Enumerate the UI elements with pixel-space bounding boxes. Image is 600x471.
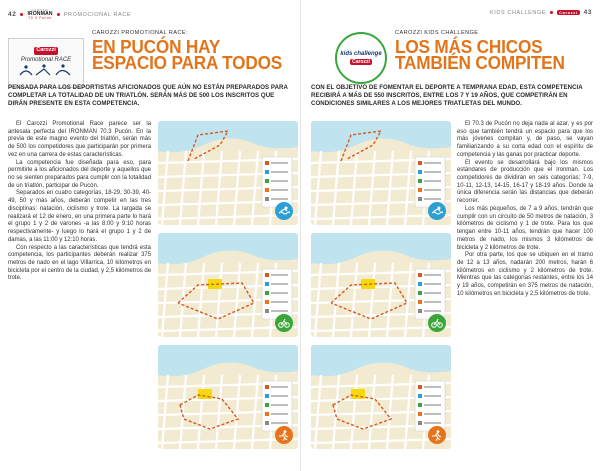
body-paragraph: El evento se desarrollará bajo los mismos estándares de producción que el Ironman. Los competidores de dividirán en seis categorías: 7-9, 10-11, 12-13, 14-15, 16-17 y 18-19 años. Donde la única diferencia serán las distancias que deberán recorrer.: [457, 159, 593, 205]
swim-route-map: [311, 121, 451, 225]
body-paragraph: Por otra parte, los que se ubiquen en el tramo de 12 a 13 años, nadarán 200 metros, harán 6 kilómetros en ciclismo y 2 kilómetros de trote. Mientras que las categorías restantes, entre los 14 y 19 años, competirán en 375 metros de natación, 10 kilómetros en bicicleta y 2,5 kilómetros de trote.: [457, 252, 593, 297]
swim-icon: [275, 202, 293, 220]
body-paragraph: El Carozzi Promotional Race parece ser la antesala perfecta del IRONMAN 70.3 Pucón. En la previa de este magno evento del triatlón, serán más de 500 los competidores que participarán por primera vez en una carrera de estas características.: [8, 121, 151, 158]
kids-challenge-logo: [335, 32, 387, 84]
bike-icon: [428, 314, 446, 332]
ironman-logo: CAROZZI IRONMAN 70.3 Pucón: [27, 8, 53, 20]
section-label: PROMOCIONAL RACE: [63, 11, 132, 18]
bullet-icon: [57, 13, 60, 16]
page-number: 43: [583, 9, 592, 16]
lead-paragraph: CON EL OBJETIVO DE FOMENTAR EL DEPORTE A TEMPRANA EDAD, ESTA COMPETENCIA RECIBIRÁ A MÁS DE 550 INSCRITOS, ENTRE LOS 7 Y 19 AÑOS, QUE COMPETIRÁN EN CONDICIONES SIMILARES A LOS MEJORES TRIATLETAS DEL MUNDO.: [311, 84, 583, 108]
lead-paragraph: PENSADA PARA LOS DEPORTISTAS AFICIONADOS QUE AÚN NO ESTÁN PREPARADOS PARA COMPLETAR LA TOTALIDAD DE UN TRIATLÓN. SERÁN MÁS DE 500 LOS INSCRITOS QUE DIRÁN PRESENTE EN ESTA COMPETENCIA.: [8, 84, 288, 108]
right-folio: [490, 9, 592, 16]
article-body: [457, 121, 593, 299]
body-paragraph: Separados en cuatro categorías, 18-29, 30-39, 40-49, 50 y más años, deberán competir en las tres disciplinas: natación, ciclismo y trote. La largada se realizará el 12 de enero, en una primera parte lo hará el grupo 1 y 2 de varones -a las 8:00 y 9:10 horas respectivamente- y luego lo hará el grupo 1 y 2 de damas, a las 11:00 y 12:10 horas.: [8, 190, 151, 243]
right-page: [300, 0, 600, 471]
section-label: KIDS CHALLENGE: [490, 9, 547, 16]
body-paragraph: Los más pequeños, de 7 a 9 años, tendrán que cumplir con un circuito de 50 metros de natación, 3 kilómetros de ciclismo y 1 de trote. Para los que tengan entre 10-11 años, tendrán que hacer 100 metros de nado, los mismos 3 kilómetros de bicicleta y 2 kilómetros de trote.: [457, 205, 593, 251]
headline-line-1: LOS MÁS CHICOS: [395, 36, 543, 57]
bullet-icon: [20, 13, 23, 16]
run-icon: [428, 426, 446, 444]
logo-text: kids challenge: [340, 50, 382, 57]
bike-icon: [275, 314, 293, 332]
eyebrow: CAROZZI KIDS CHALLENGE: [395, 30, 479, 36]
triathlon-figures-icon: [16, 63, 76, 79]
bike-route-map: [158, 233, 298, 337]
promotional-race-logo: [8, 38, 84, 88]
swim-icon: [428, 202, 446, 220]
headline-line-1: EN PUCÓN HAY: [92, 36, 221, 57]
bike-route-map: [311, 233, 451, 337]
carozzi-mini-badge: Carozzi: [559, 9, 578, 15]
carozzi-badge: Carozzi: [352, 58, 370, 65]
carozzi-badge: Carozzi: [36, 47, 56, 54]
left-folio: [8, 9, 131, 21]
body-paragraph: El 70.3 de Pucón no deja nada al azar, y es por eso que también tendrá un espacio para que los más jóvenes compitan y, de paso, se vayan familiarizando a su corta edad con el espíritu de competencia y las ganas por practicar deporte.: [457, 121, 593, 158]
swim-route-map: [158, 121, 298, 225]
article-body: [8, 121, 151, 283]
bullet-icon: [550, 11, 553, 14]
logo-caption: Promotional RACE: [20, 56, 72, 63]
body-paragraph: La competencia fue diseñada para eso, para permitirle a los aficionados del deporte y aquellos que no se sienten preparados para cumplir con la totalidad de un triatlón, participar de Pucón.: [8, 159, 151, 189]
run-route-map: [158, 345, 298, 449]
page-number: 42: [8, 11, 17, 19]
run-icon: [275, 426, 293, 444]
eyebrow: CAROZZI PROMOTIONAL RACE:: [92, 30, 188, 36]
headline-line-2: ESPACIO PARA TODOS: [92, 52, 283, 73]
headline-line-2: TAMBIÉN COMPITEN: [395, 52, 565, 73]
run-route-map: [311, 345, 451, 449]
body-paragraph: Con respecto a las características que tendrá esta competencia, los participantes deberán realizar 375 metros de nado en el lago Villarrica, 10 kilómetros en bicicleta por el centro de la ciudad, y 2,5 kilómetros de trote.: [8, 244, 151, 282]
